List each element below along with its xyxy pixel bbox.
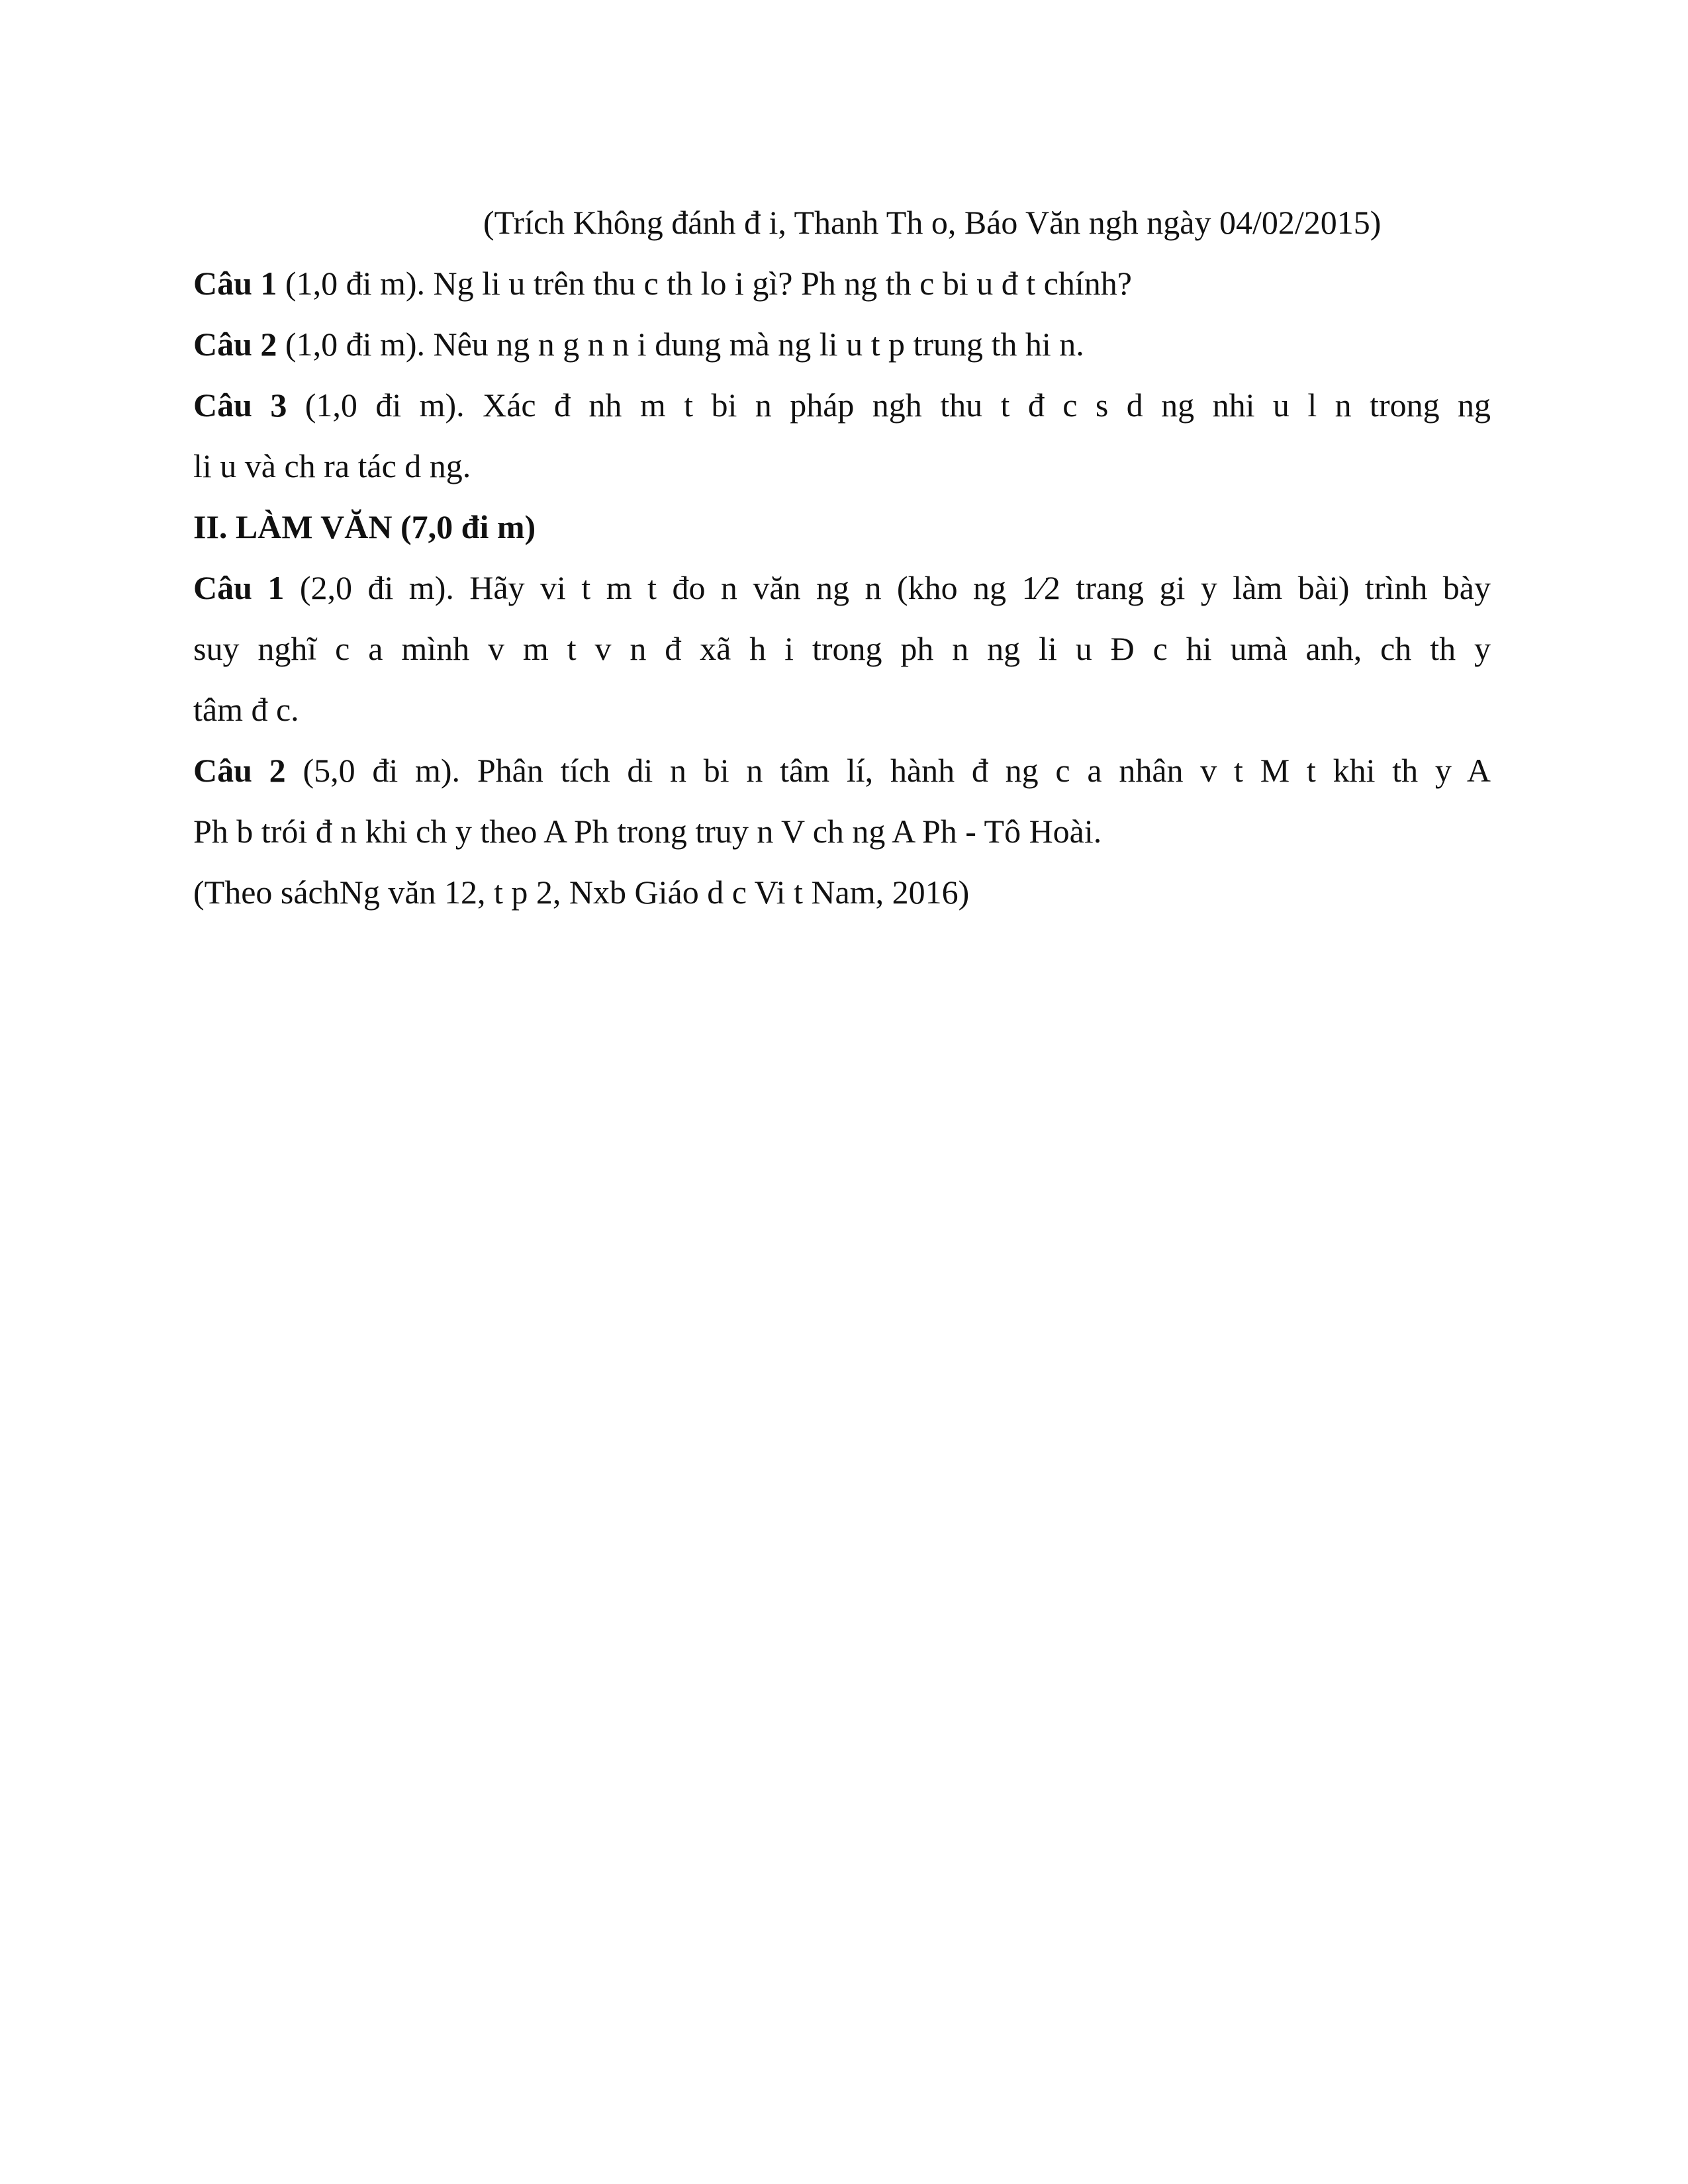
section-heading: II. LÀM VĂN (7,0 đi m) bbox=[193, 508, 536, 545]
writing-question-1-end: tâm đ c. bbox=[193, 691, 299, 728]
writing-question-2 bbox=[193, 740, 1491, 801]
question-label: Câu 3 bbox=[193, 387, 287, 424]
question-label: Câu 2 bbox=[193, 326, 277, 363]
question-text: (1,0 đi m). Nêu ng n g n n i dung mà ng li u t p trung th hi n. bbox=[285, 326, 1084, 363]
question-label: Câu 1 bbox=[193, 265, 277, 302]
footnote: (Theo sáchNg văn 12, t p 2, Nxb Giáo d c Vi t Nam, 2016) bbox=[193, 874, 970, 911]
question-label: Câu 2 bbox=[193, 752, 286, 789]
reading-question-1 bbox=[193, 253, 1491, 314]
question-text: (2,0 đi m). Hãy vi t m t đo n văn ng n (kho ng 1⁄2 trang gi y làm bài) trình bày bbox=[299, 569, 1491, 606]
writing-question-1-continued: suy nghĩ c a mình v m t v n đ xã h i trong ph n ng li u Đ c hi umà anh, ch th y bbox=[193, 630, 1491, 667]
reading-question-3-continued: li u và ch ra tác d ng. bbox=[193, 447, 471, 484]
question-text: (1,0 đi m). Xác đ nh m t bi n pháp ngh thu t đ c s d ng nhi u l n trong ng bbox=[305, 387, 1491, 424]
writing-question-1 bbox=[193, 557, 1491, 618]
question-text: (5,0 đi m). Phân tích di n bi n tâm lí, hành đ ng c a nhân v t M t khi th y A bbox=[303, 752, 1491, 789]
document-body bbox=[193, 192, 1491, 923]
question-label: Câu 1 bbox=[193, 569, 285, 606]
question-text: (1,0 đi m). Ng li u trên thu c th lo i gì? Ph ng th c bi u đ t chính? bbox=[285, 265, 1132, 302]
writing-question-2-continued: Ph b trói đ n khi ch y theo A Ph trong truy n V ch ng A Ph - Tô Hoài. bbox=[193, 813, 1102, 850]
source-citation: (Trích Không đánh đ i, Thanh Th o, Báo Văn ngh ngày 04/02/2015) bbox=[483, 204, 1382, 241]
reading-question-3 bbox=[193, 375, 1491, 435]
reading-question-2 bbox=[193, 314, 1491, 375]
